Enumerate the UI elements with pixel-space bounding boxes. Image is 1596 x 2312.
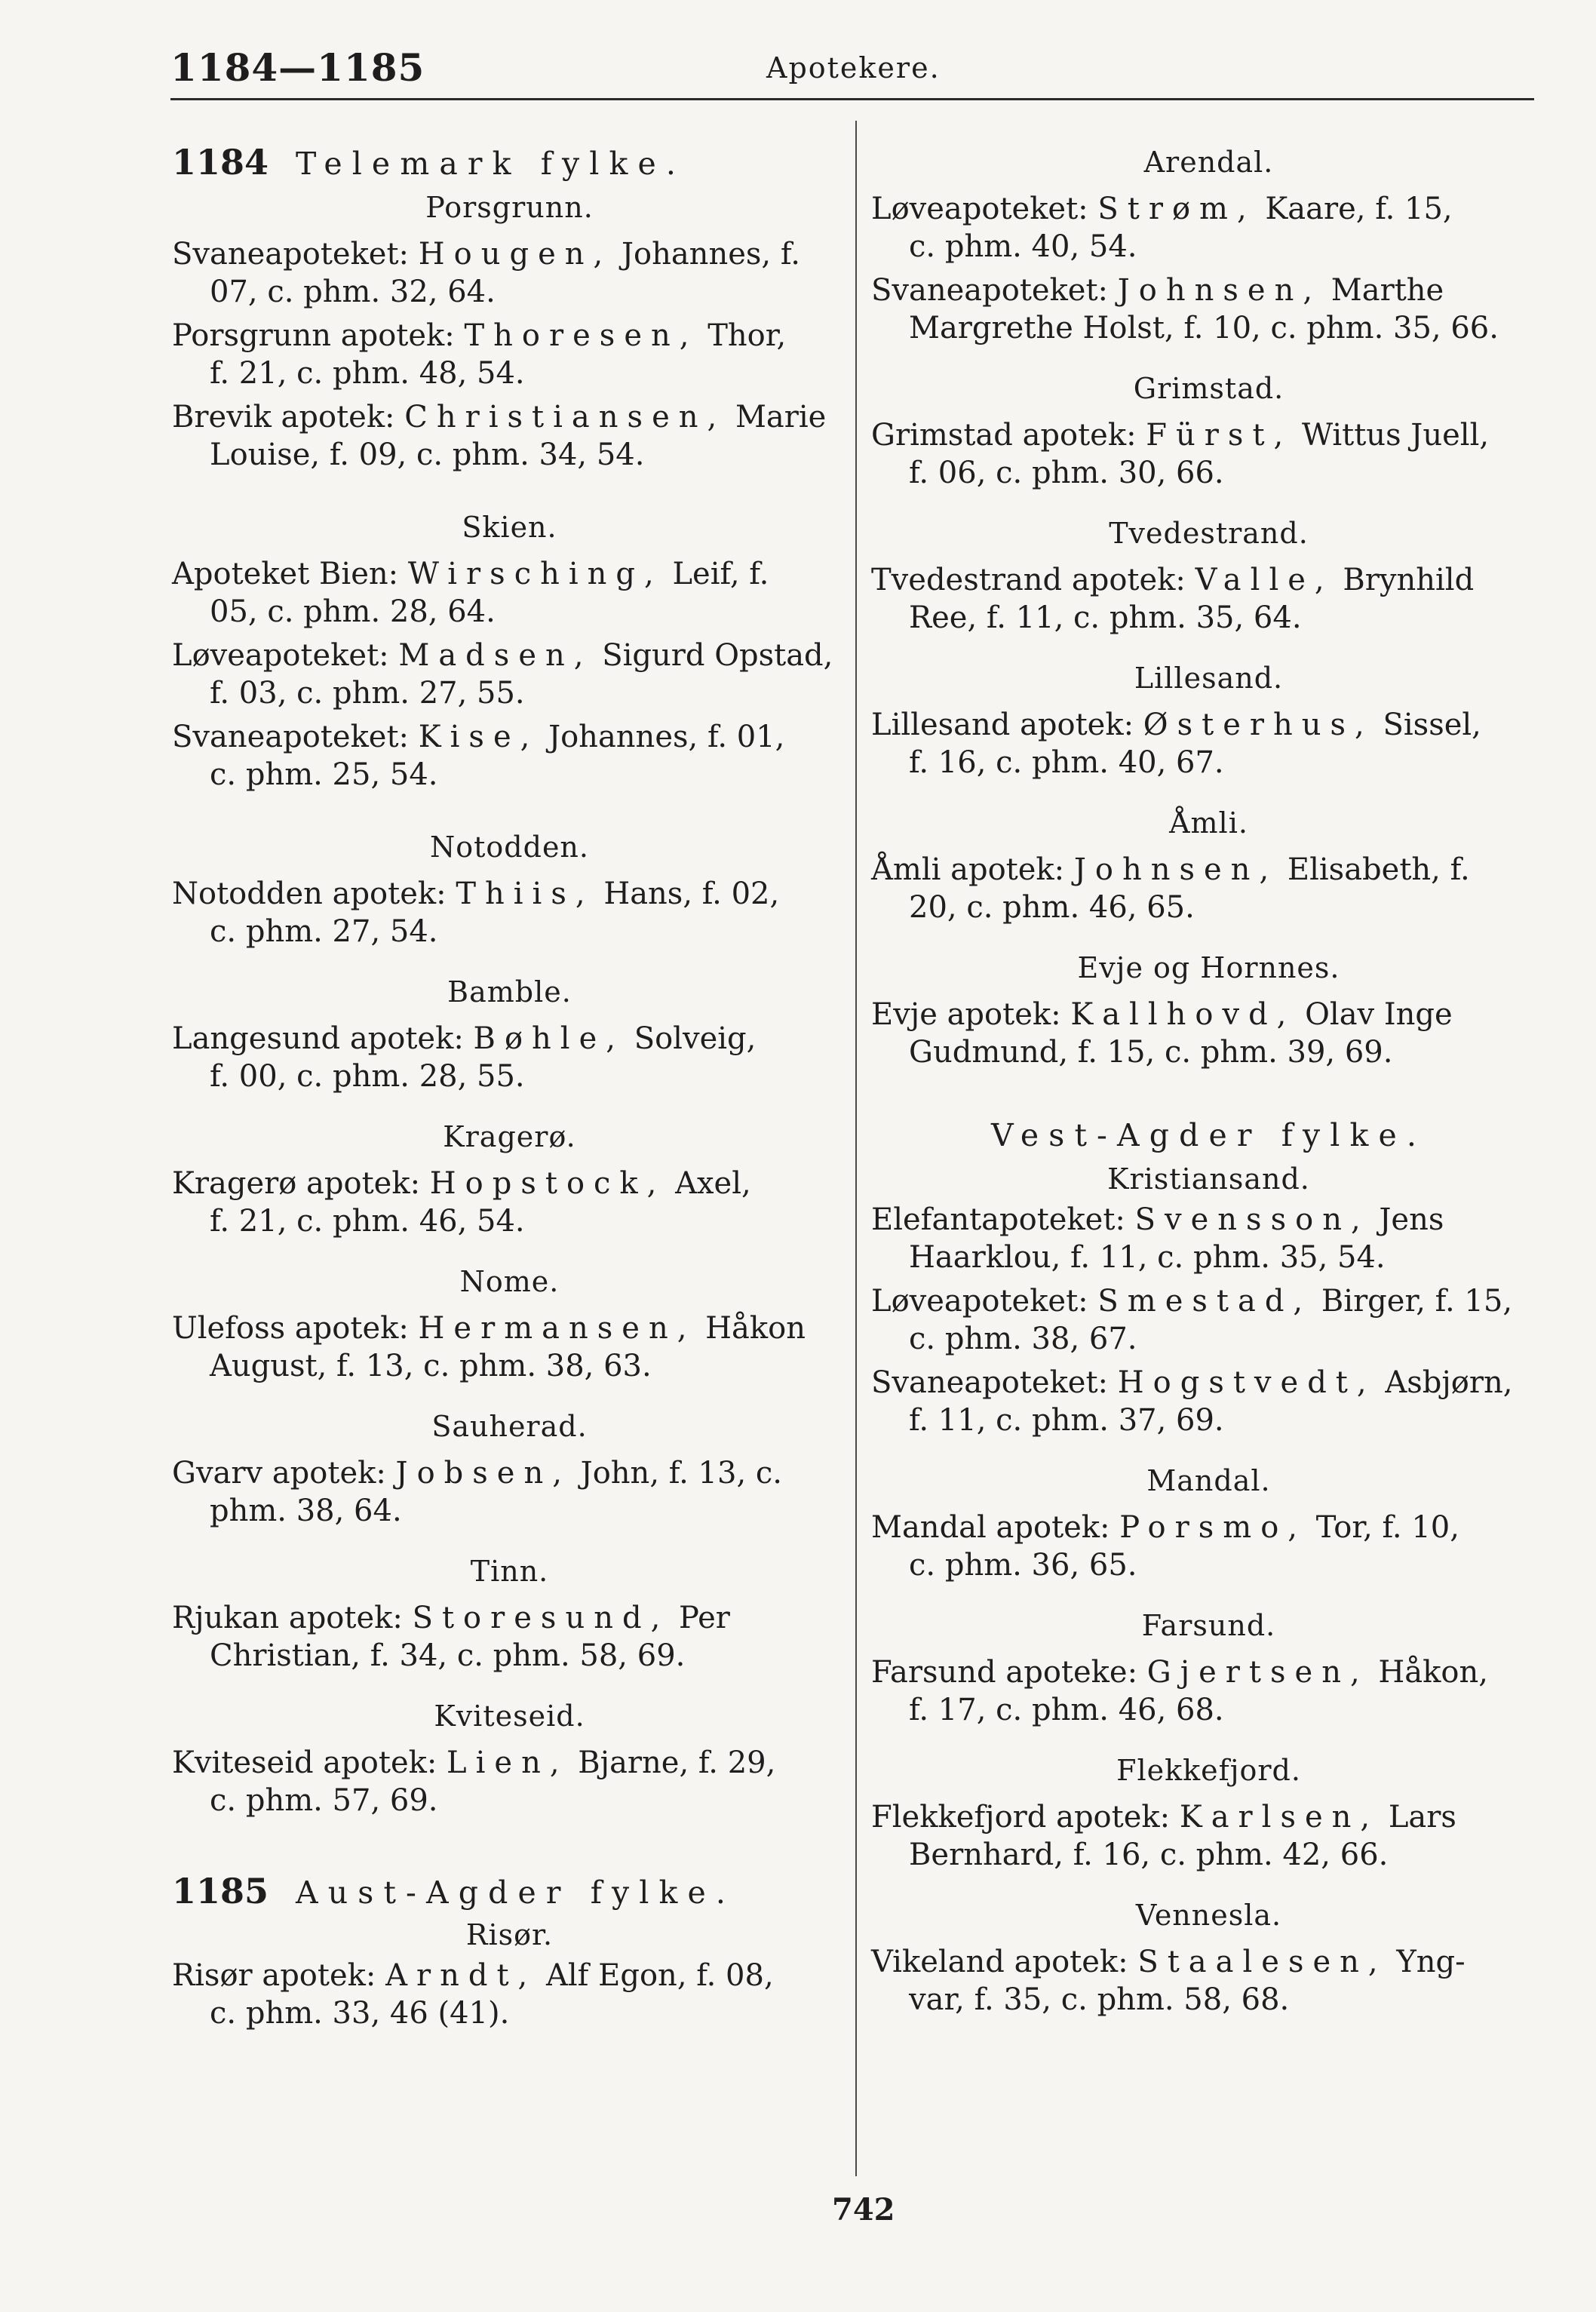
town-heading: Kristiansand. xyxy=(1107,1162,1310,1196)
pharmacy-entry xyxy=(172,875,847,950)
town-section-nome xyxy=(172,1263,847,1385)
town-heading: Nome. xyxy=(459,1265,560,1298)
pharmacist-surname: Hougen, xyxy=(418,237,612,272)
pharmacy-name: Kragerø apotek: xyxy=(172,1166,421,1201)
entry-rest: Sigurd Opstad, xyxy=(602,638,833,673)
entry-rest: Johannes, f. xyxy=(621,237,800,272)
entry-rest: Wittus Juell, xyxy=(1301,418,1490,453)
pharmacy-name: Vikeland apotek: xyxy=(871,1945,1128,1979)
pharmacist-surname: Smestad, xyxy=(1097,1284,1312,1319)
page-header xyxy=(0,0,1596,98)
pharmacy-name: Notodden apotek: xyxy=(172,877,447,911)
pharmacy-entry xyxy=(871,416,1546,492)
pharmacist-surname: Thiis, xyxy=(456,877,594,911)
pharmacy-name: Flekkefjord apotek: xyxy=(871,1800,1171,1835)
county-heading-vest-agder: Vest-Agder fylke. xyxy=(990,1117,1427,1153)
pharmacy-name: Langesund apotek: xyxy=(172,1021,464,1056)
entry-continuation: c. phm. 57, 69. xyxy=(210,1783,438,1818)
town-section-sauherad xyxy=(172,1408,847,1530)
pharmacist-surname: Staalesen, xyxy=(1137,1945,1387,1979)
town-section-porsgrunn xyxy=(172,189,847,474)
pharmacy-entry xyxy=(172,718,847,794)
entry-continuation: c. phm. 40, 54. xyxy=(909,229,1137,264)
town-heading: Notodden. xyxy=(430,831,589,864)
town-heading: Evje og Hornnes. xyxy=(1077,951,1340,984)
entry-continuation: f. 03, c. phm. 27, 55. xyxy=(210,676,525,711)
entry-rest: Per xyxy=(679,1601,730,1635)
pharmacy-entry xyxy=(871,851,1546,926)
entry-rest: Johannes, f. 01, xyxy=(548,720,785,754)
entry-rest: Kaare, f. 15, xyxy=(1265,192,1453,226)
entry-continuation: Bernhard, f. 16, c. phm. 42, 66. xyxy=(909,1838,1389,1872)
town-heading: Lillesand. xyxy=(1134,662,1284,695)
pharmacist-surname: Thoresen, xyxy=(464,318,698,353)
pharmacist-surname: Christiansen, xyxy=(404,400,726,434)
pharmacist-surname: Lien, xyxy=(447,1746,569,1780)
pharmacy-entry xyxy=(172,555,847,631)
pharmacy-entry xyxy=(172,235,847,311)
pharmacy-entry xyxy=(172,1957,847,2032)
pharmacist-surname: Bøhle, xyxy=(473,1021,625,1056)
entry-continuation: August, f. 13, c. phm. 38, 63. xyxy=(210,1349,652,1383)
town-heading: Skien. xyxy=(462,511,557,544)
entry-rest: Yng- xyxy=(1396,1945,1466,1979)
entry-continuation: f. 11, c. phm. 37, 69. xyxy=(909,1403,1224,1438)
pharmacist-surname: Jobsen, xyxy=(395,1456,571,1491)
pharmacy-entry xyxy=(871,996,1546,1071)
pharmacy-entry xyxy=(871,1282,1546,1358)
section-number: 1185 xyxy=(172,1871,269,1911)
pharmacy-name: Elefantapoteket: xyxy=(871,1202,1125,1237)
county-heading-1184 xyxy=(172,143,847,183)
entry-continuation: 07, c. phm. 32, 64. xyxy=(210,275,496,309)
entry-rest: Axel, xyxy=(675,1166,751,1201)
pharmacy-name: Brevik apotek: xyxy=(172,400,395,434)
town-heading: Flekkefjord. xyxy=(1116,1754,1301,1787)
town-section-evje xyxy=(871,949,1546,1071)
pharmacist-surname: Johnsen, xyxy=(1117,273,1322,308)
pharmacist-surname: Gjertsen, xyxy=(1146,1655,1369,1690)
town-section-kristiansand xyxy=(871,1160,1546,1439)
pharmacy-entry xyxy=(172,1744,847,1819)
pharmacist-surname: Kise, xyxy=(418,720,539,754)
town-heading: Tvedestrand. xyxy=(1109,517,1309,550)
entry-continuation: c. phm. 38, 67. xyxy=(909,1322,1137,1356)
entry-rest: Marthe xyxy=(1331,273,1444,308)
pharmacy-name: Løveapoteket: xyxy=(172,638,389,673)
entry-rest: Olav Inge xyxy=(1305,997,1453,1032)
column-divider xyxy=(855,121,857,2176)
entry-continuation: 05, c. phm. 28, 64. xyxy=(210,594,496,629)
pharmacist-surname: Strøm, xyxy=(1097,192,1256,226)
town-section-grimstad xyxy=(871,370,1546,492)
town-heading: Kragerø. xyxy=(443,1120,576,1153)
town-section-flekkefjord xyxy=(871,1752,1546,1874)
pharmacist-surname: Kallhovd, xyxy=(1070,997,1296,1032)
town-heading: Åmli. xyxy=(1169,806,1248,840)
pharmacist-surname: Svensson, xyxy=(1134,1202,1370,1237)
pharmacist-surname: Johnsen, xyxy=(1073,852,1278,887)
town-heading: Porsgrunn. xyxy=(425,191,594,224)
pharmacist-surname: Porsmo, xyxy=(1119,1510,1306,1545)
entry-rest: John, f. 13, c. xyxy=(580,1456,782,1491)
pharmacy-entry xyxy=(172,317,847,392)
pharmacy-entry xyxy=(871,1509,1546,1584)
pharmacy-entry xyxy=(871,1364,1546,1439)
pharmacist-surname: Wirsching, xyxy=(407,557,663,591)
town-heading: Mandal. xyxy=(1146,1464,1271,1497)
entry-continuation: f. 00, c. phm. 28, 55. xyxy=(210,1059,525,1094)
town-heading: Arendal. xyxy=(1143,146,1274,179)
town-section-vennesla xyxy=(871,1896,1546,2019)
entry-continuation: Ree, f. 11, c. phm. 35, 64. xyxy=(909,600,1302,635)
town-heading: Sauherad. xyxy=(431,1410,588,1443)
entry-continuation: var, f. 35, c. phm. 58, 68. xyxy=(909,1982,1290,2017)
entry-continuation: f. 21, c. phm. 46, 54. xyxy=(210,1204,525,1239)
header-rule xyxy=(170,98,1534,100)
pharmacy-name: Lillesand apotek: xyxy=(871,708,1134,742)
running-title: Apotekere. xyxy=(766,51,941,84)
pharmacy-entry xyxy=(172,1165,847,1240)
entry-continuation: Christian, f. 34, c. phm. 58, 69. xyxy=(210,1638,686,1673)
town-section-kragero xyxy=(172,1118,847,1240)
pharmacy-entry xyxy=(172,1310,847,1385)
pharmacy-entry xyxy=(172,398,847,474)
pharmacy-entry xyxy=(172,637,847,712)
pharmacy-name: Tvedestrand apotek: xyxy=(871,563,1186,597)
pharmacy-name: Kviteseid apotek: xyxy=(172,1746,437,1780)
pharmacy-entry xyxy=(172,1599,847,1675)
entry-continuation: f. 16, c. phm. 40, 67. xyxy=(909,745,1224,780)
pharmacy-name: Risør apotek: xyxy=(172,1958,376,1993)
pharmacist-surname: Valle, xyxy=(1195,563,1334,597)
pharmacy-entry xyxy=(871,561,1546,637)
pharmacy-name: Åmli apotek: xyxy=(871,852,1065,887)
town-section-notodden xyxy=(172,828,847,950)
entry-rest: Tor, f. 10, xyxy=(1315,1510,1459,1545)
entry-continuation: Gudmund, f. 15, c. phm. 39, 69. xyxy=(909,1035,1393,1070)
right-column xyxy=(871,143,1546,2025)
pharmacy-entry xyxy=(172,1020,847,1095)
pharmacy-entry xyxy=(871,190,1546,266)
town-section-farsund xyxy=(871,1607,1546,1729)
county-name: Aust-Agder fylke. xyxy=(296,1874,736,1911)
pharmacy-name: Løveapoteket: xyxy=(871,192,1088,226)
entry-rest: Solveig, xyxy=(634,1021,757,1056)
page-number: 742 xyxy=(832,2192,895,2228)
town-section-risor xyxy=(172,1916,847,2032)
pharmacy-name: Svaneapoteket: xyxy=(871,273,1109,308)
town-section-tinn xyxy=(172,1552,847,1675)
entry-continuation: c. phm. 27, 54. xyxy=(210,914,438,949)
pharmacist-surname: Fürst, xyxy=(1146,418,1293,453)
pharmacist-surname: Karlsen, xyxy=(1179,1800,1380,1835)
entry-rest: Lars xyxy=(1388,1800,1456,1835)
pharmacy-entry xyxy=(871,1201,1546,1276)
pharmacy-entry xyxy=(871,272,1546,347)
town-section-mandal xyxy=(871,1462,1546,1584)
entry-rest: Birger, f. 15, xyxy=(1321,1284,1513,1319)
entry-continuation: f. 06, c. phm. 30, 66. xyxy=(909,456,1224,490)
entry-continuation: c. phm. 33, 46 (41). xyxy=(210,1996,510,2031)
pharmacy-name: Ulefoss apotek: xyxy=(172,1311,409,1346)
entry-rest: Thor, xyxy=(707,318,787,353)
entry-continuation: Louise, f. 09, c. phm. 34, 54. xyxy=(210,438,645,472)
pharmacy-name: Evje apotek: xyxy=(871,997,1061,1032)
town-section-lillesand xyxy=(871,659,1546,781)
entry-rest: Asbjørn, xyxy=(1385,1365,1513,1400)
entry-continuation: Haarklou, f. 11, c. phm. 35, 54. xyxy=(909,1240,1386,1275)
county-name: Telemark fylke. xyxy=(296,146,686,182)
pharmacy-name: Svaneapoteket: xyxy=(172,237,410,272)
town-section-arendal xyxy=(871,143,1546,347)
pharmacy-entry xyxy=(172,1454,847,1530)
pharmacy-entry xyxy=(871,1653,1546,1729)
pharmacist-surname: Hopstock, xyxy=(429,1166,666,1201)
pharmacist-surname: Østerhus, xyxy=(1143,708,1373,742)
entry-rest: Sissel, xyxy=(1383,708,1481,742)
pharmacist-surname: Hogstvedt, xyxy=(1117,1365,1376,1400)
town-heading: Grimstad. xyxy=(1133,372,1284,405)
entry-rest: Hans, f. 02, xyxy=(603,877,780,911)
pharmacy-name: Grimstad apotek: xyxy=(871,418,1137,453)
entry-rest: Brynhild xyxy=(1343,563,1475,597)
town-section-kviteseid xyxy=(172,1697,847,1819)
section-number: 1184 xyxy=(172,142,269,183)
town-heading: Risør. xyxy=(465,1918,554,1951)
pharmacy-name: Apoteket Bien: xyxy=(172,557,399,591)
entry-continuation: f. 21, c. phm. 48, 54. xyxy=(210,356,525,391)
town-heading: Vennesla. xyxy=(1135,1899,1282,1932)
pharmacy-name: Svaneapoteket: xyxy=(172,720,410,754)
pharmacy-name: Mandal apotek: xyxy=(871,1510,1110,1545)
entry-continuation: Margrethe Holst, f. 10, c. phm. 35, 66. xyxy=(909,311,1499,345)
pharmacist-surname: Hermansen, xyxy=(418,1311,696,1346)
pharmacist-surname: Storesund, xyxy=(412,1601,670,1635)
town-heading: Tinn. xyxy=(470,1555,549,1588)
pharmacy-name: Gvarv apotek: xyxy=(172,1456,386,1491)
town-heading: Farsund. xyxy=(1141,1609,1276,1642)
entry-continuation: 20, c. phm. 46, 65. xyxy=(909,890,1195,925)
pharmacist-surname: Arndt, xyxy=(385,1958,537,1993)
entry-continuation: f. 17, c. phm. 46, 68. xyxy=(909,1693,1224,1727)
pharmacy-name: Rjukan apotek: xyxy=(172,1601,403,1635)
entry-rest: Elisabeth, f. xyxy=(1287,852,1470,887)
pharmacy-name: Svaneapoteket: xyxy=(871,1365,1109,1400)
town-section-tvedestrand xyxy=(871,514,1546,637)
pharmacy-entry xyxy=(871,1943,1546,2019)
entry-rest: Bjarne, f. 29, xyxy=(578,1746,776,1780)
entry-continuation: phm. 38, 64. xyxy=(210,1494,402,1528)
pharmacy-name: Løveapoteket: xyxy=(871,1284,1088,1319)
entry-rest: Marie xyxy=(735,400,827,434)
town-section-bamble xyxy=(172,973,847,1095)
entry-rest: Håkon, xyxy=(1378,1655,1488,1690)
town-section-skien xyxy=(172,508,847,794)
pharmacy-name: Porsgrunn apotek: xyxy=(172,318,455,353)
page-range: 1184—1185 xyxy=(170,45,425,90)
entry-continuation: c. phm. 36, 65. xyxy=(909,1548,1137,1583)
entry-rest: Håkon xyxy=(705,1311,806,1346)
county-heading-1185 xyxy=(172,1872,847,1911)
town-section-amli xyxy=(871,804,1546,926)
pharmacist-surname: Madsen, xyxy=(398,638,593,673)
pharmacy-name: Farsund apoteke: xyxy=(871,1655,1138,1690)
pharmacy-entry xyxy=(871,1798,1546,1874)
entry-rest: Jens xyxy=(1379,1202,1444,1237)
entry-rest: Leif, f. xyxy=(672,557,769,591)
town-heading: Kviteseid. xyxy=(434,1699,585,1733)
town-heading: Bamble. xyxy=(447,975,572,1009)
left-column xyxy=(172,143,847,2038)
entry-rest: Alf Egon, f. 08, xyxy=(545,1958,774,1993)
pharmacy-entry xyxy=(871,706,1546,781)
entry-continuation: c. phm. 25, 54. xyxy=(210,757,438,792)
